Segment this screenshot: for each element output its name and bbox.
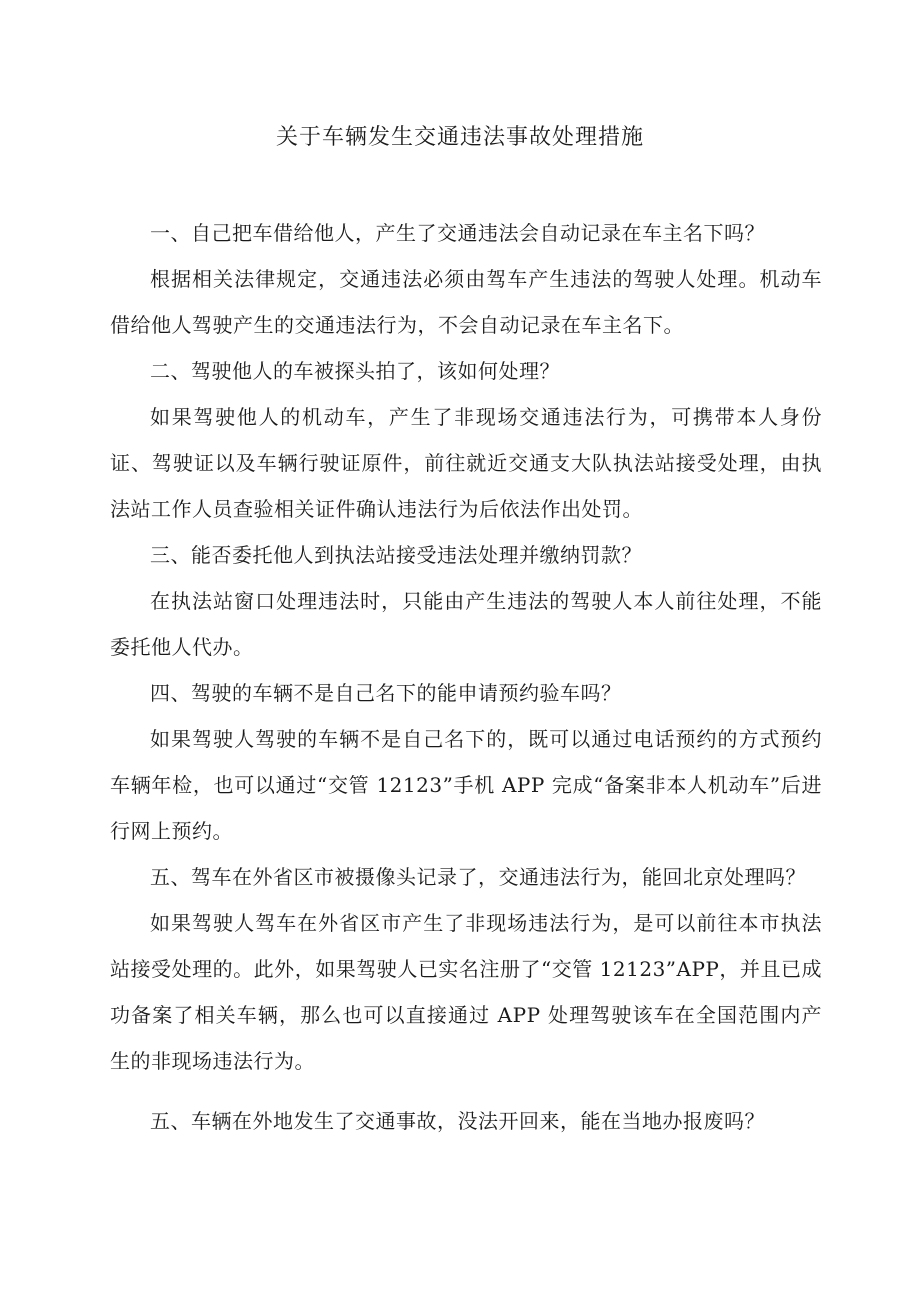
section-2-question: 二、驾驶他人的车被探头拍了，该如何处理？ [150,359,560,383]
document-body [110,210,822,1144]
section-1-question: 一、自己把车借给他人，产生了交通违法会自动记录在车主名下吗？ [150,221,765,245]
section-4-question: 四、驾驶的车辆不是自己名下的能申请预约验车吗？ [150,681,622,705]
section-3-answer: 在执法站窗口处理违法时，只能由产生违法的驾驶人本人前往处理，不能委托他人代办。 [110,589,822,659]
section-1-answer: 根据相关法律规定，交通违法必须由驾车产生违法的驾驶人处理。机动车借给他人驾驶产生的交通违法行为，不会自动记录在车主名下。 [110,267,822,337]
document-title: 关于车辆发生交通违法事故处理措施 [275,125,644,150]
section-2-answer: 如果驾驶他人的机动车，产生了非现场交通违法行为，可携带本人身份证、驾驶证以及车辆行驶证原件，前往就近交通支大队执法站接受处理，由执法站工作人员查验相关证件确认违法行为后依法作出处罚。 [110,405,822,521]
section-5-answer: 如果驾驶人驾车在外省区市产生了非现场违法行为，是可以前往本市执法站接受处理的。此外，如果驾驶人已实名注册了“交管 12123”APP，并且已成功备案了相关车辆，那么也可以直接通过 APP 处理驾驶该车在全国范围内产生的非现场违法行为。 [110,911,822,1073]
section-4-answer: 如果驾驶人驾驶的车辆不是自己名下的，既可以通过电话预约的方式预约车辆年检，也可以通过“交管 12123”手机 APP 完成“备案非本人机动车”后进行网上预约。 [110,727,822,843]
section-3-question: 三、能否委托他人到执法站接受违法处理并缴纳罚款？ [150,543,642,567]
section-6-question: 五、车辆在外地发生了交通事故，没法开回来，能在当地办报废吗？ [150,1109,765,1133]
section-5-question: 五、驾车在外省区市被摄像头记录了，交通违法行为，能回北京处理吗？ [150,865,806,889]
paragraph-spacer [110,1084,822,1098]
